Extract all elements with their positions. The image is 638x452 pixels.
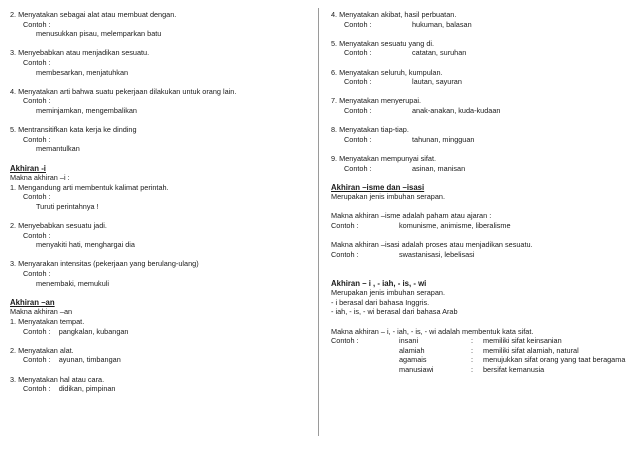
contoh-example: Contoh : ayunan, timbangan [23, 355, 121, 365]
item-title: 7. Menyatakan menyerupai. [331, 96, 422, 106]
example-text: membesarkan, menjatuhkan [36, 67, 129, 77]
item-title: 1. Menyatakan tempat. [10, 317, 85, 326]
contoh-label: Contoh : [23, 19, 51, 29]
makna-text: Makna akhiran –an [10, 307, 73, 317]
item-title: 1. Mengandung arti membentuk kalimat perintah. [10, 182, 169, 192]
makna-text: Makna akhiran –isme adalah paham atau ajaran : [331, 211, 492, 221]
item-title: 3. Menyatakan hal atau cara. [10, 374, 105, 384]
section-heading-i-iah-is-wi: Akhiran – i , - iah, - is, - wi [331, 278, 427, 288]
contoh-example: Contoh : swastanisasi, lebelisasi [331, 249, 475, 259]
makna-text: Makna akhiran –isasi adalah proses atau menjadikan sesuatu. [331, 240, 533, 250]
contoh-label: Contoh : [23, 96, 51, 106]
makna-text: Makna akhiran – i, - iah, - is, - wi adalah membentuk kata sifat. [331, 326, 534, 336]
example-row: manusiawi : bersifat kemanusia [399, 364, 545, 374]
example-text: menembaki, memukuli [36, 278, 109, 288]
item-title: 4. Menyatakan arti bahwa suatu pekerjaan dilakukan untuk orang lain. [10, 86, 237, 96]
example-text: menyakiti hati, menghargai dia [36, 240, 135, 250]
contoh-example: Contoh : hukuman, balasan [344, 19, 472, 29]
section-heading-isme-isasi: Akhiran –isme dan –isasi [331, 182, 425, 192]
contoh-example: Contoh : tahunan, mingguan [344, 134, 475, 144]
contoh-label: Contoh : [23, 57, 51, 67]
origin-text: - i berasal dari bahasa Inggris. [331, 297, 430, 307]
item-title: 5. Mentransitifkan kata kerja ke dinding [10, 125, 137, 135]
contoh-label: Contoh : [23, 134, 51, 144]
item-title: 3. Menyarakan intensitas (pekerjaan yang berulang-ulang) [10, 259, 199, 269]
example-text: menusukkan pisau, melemparkan batu [36, 29, 162, 39]
makna-text: Makna akhiran –i : [10, 173, 70, 183]
item-title: 8. Menyatakan tiap-tiap. [331, 125, 409, 135]
intro-text: Merupakan jenis imbuhan serapan. [331, 288, 445, 298]
right-column [331, 10, 631, 375]
item-title: 6. Menyatakan seluruh, kumpulan. [331, 67, 443, 77]
column-divider [318, 8, 319, 436]
item-title: 2. Menyatakan sebagai alat atau membuat dengan. [10, 10, 177, 19]
example-row: Contoh : insani : memiliki sifat keinsanian [331, 336, 562, 346]
left-column [10, 10, 306, 394]
contoh-example: Contoh : catatan, suruhan [344, 48, 467, 58]
item-title: 2. Menyatakan alat. [10, 345, 74, 355]
example-row: alamiah : memiliki sifat alamiah, natural [399, 345, 579, 355]
section-heading-akhiran-an: Akhiran –an [10, 297, 55, 307]
item-title: 5. Menyatakan sesuatu yang di. [331, 38, 435, 48]
example-text: Turuti perintahnya ! [36, 201, 99, 211]
contoh-example: Contoh : lautan, sayuran [344, 77, 462, 87]
intro-text: Merupakan jenis imbuhan serapan. [331, 192, 445, 202]
contoh-example: Contoh : didikan, pimpinan [23, 384, 116, 394]
contoh-example: Contoh : komunisme, animisme, liberalisme [331, 221, 511, 231]
contoh-example: Contoh : anak-anakan, kuda-kudaan [344, 105, 501, 115]
contoh-label: Contoh : [23, 192, 51, 202]
contoh-example: Contoh : asinan, manisan [344, 163, 466, 173]
section-heading-akhiran-i: Akhiran -i [10, 163, 46, 173]
example-text: memantulkan [36, 144, 80, 154]
item-title: 9. Menyatakan mempunyai sifat. [331, 153, 437, 163]
contoh-label: Contoh : [23, 269, 51, 279]
contoh-label: Contoh : [23, 230, 51, 240]
item-title: 2. Menyebabkan sesuatu jadi. [10, 221, 107, 231]
item-title: 3. Menyebabkan atau menjadikan sesuatu. [10, 48, 150, 58]
item-title: 4. Menyatakan akibat, hasil perbuatan. [331, 10, 457, 19]
example-row: agamais : menujukkan sifat orang yang taat beragama [399, 355, 626, 365]
example-text: meminjamkan, mengembalikan [36, 105, 137, 115]
origin-text: - iah, - is, - wi berasal dari bahasa Arab [331, 307, 458, 317]
contoh-example: Contoh : pangkalan, kubangan [23, 326, 129, 336]
